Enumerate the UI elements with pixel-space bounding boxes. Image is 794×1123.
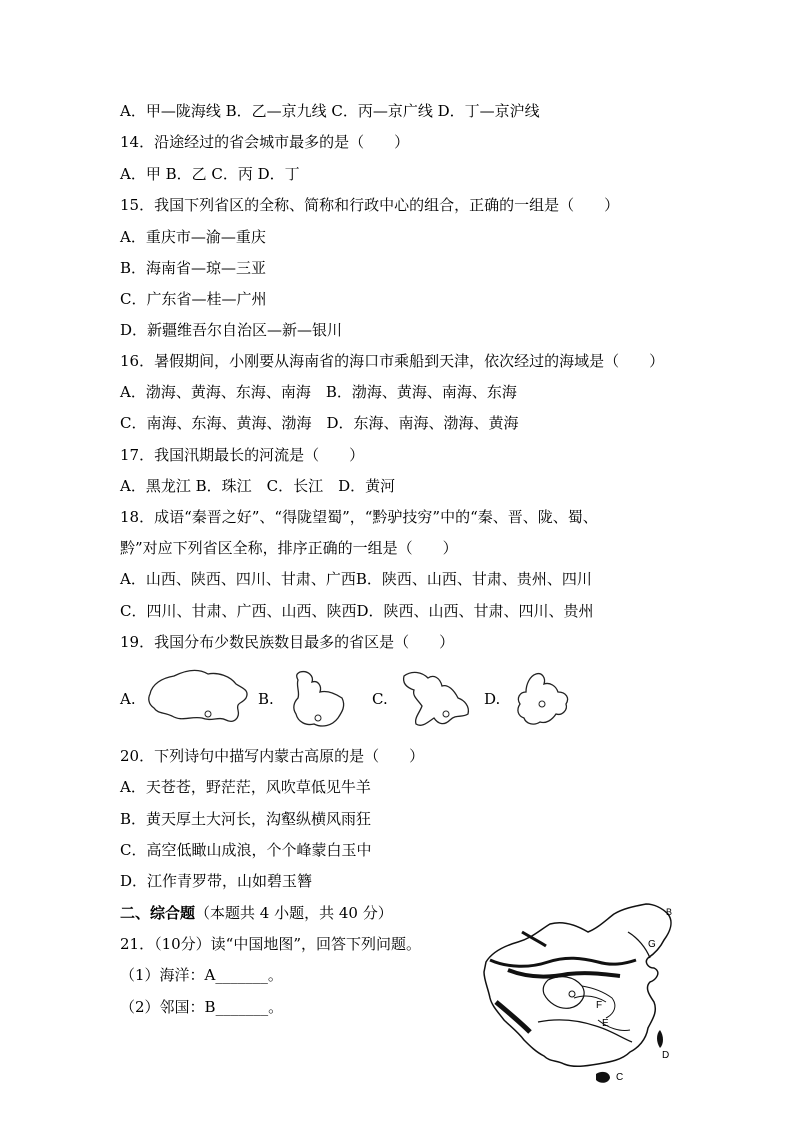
hainan-island bbox=[596, 1072, 610, 1083]
central-mountain-belt bbox=[508, 970, 620, 977]
q20-option-b: B．黄天厚土大河长，沟壑纵横风雨狂 bbox=[120, 810, 372, 828]
q17-stem: 17．我国汛期最长的河流是（ ） bbox=[120, 446, 365, 464]
q14-options: A．甲 B．乙 C．丙 D．丁 bbox=[120, 165, 300, 183]
taiwan-island bbox=[657, 1030, 663, 1048]
q16-options-ab: A．渤海、黄海、东海、南海 B．渤海、黄海、南海、东海 bbox=[120, 383, 517, 401]
central-plateau-outline bbox=[543, 977, 584, 1009]
q15-option-c: C．广东省—桂—广州 bbox=[120, 290, 267, 308]
yangtze-river bbox=[538, 1020, 632, 1042]
northern-mountain-belt bbox=[490, 958, 636, 966]
q19-shape-options bbox=[120, 664, 590, 734]
q18-options-ab: A．山西、陕西、四川、甘肃、广西B．陕西、山西、甘肃、贵州、四川 bbox=[120, 570, 592, 588]
map-label-g: G bbox=[648, 939, 656, 950]
q20-option-a: A．天苍苍，野茫茫，风吹草低见牛羊 bbox=[120, 778, 371, 796]
tibet-outline-icon bbox=[146, 664, 254, 728]
section2-title: 二、综合题 bbox=[120, 904, 196, 922]
q15-option-d: D．新疆维吾尔自治区—新—银川 bbox=[120, 321, 343, 339]
map-label-c: C bbox=[616, 1072, 624, 1083]
q13-options: A．甲—陇海线 B．乙—京九线 C．丙—京广线 D．丁—京沪线 bbox=[120, 102, 540, 120]
map-label-b: B bbox=[666, 907, 673, 917]
q16-stem: 16．暑假期间，小刚要从海南省的海口市乘船到天津，依次经过的海域是（ ） bbox=[120, 352, 665, 370]
china-map-figure bbox=[478, 902, 692, 1088]
q19-option-d-label: D. bbox=[484, 690, 501, 708]
q19-option-b-label: B. bbox=[258, 690, 274, 708]
section2-note: （本题共 4 小题，共 40 分） bbox=[195, 904, 393, 922]
map-label-e: E bbox=[602, 1018, 609, 1029]
q21-sub2: （2）邻国：B_______。 bbox=[120, 998, 284, 1016]
q18-stem-2: 黔”对应下列省区全称，排序正确的一组是（ ） bbox=[120, 539, 458, 557]
q18-options-cd: C．四川、甘肃、广西、山西、陕西D．陕西、山西、甘肃、四川、贵州 bbox=[120, 602, 594, 620]
q18-stem-1: 18．成语“秦晋之好”、“得陇望蜀”，“黔驴技穷”中的“秦、晋、陇、蜀、 bbox=[120, 508, 598, 526]
section2-heading bbox=[120, 903, 393, 923]
q20-stem: 20．下列诗句中描写内蒙古高原的是（ ） bbox=[120, 747, 425, 765]
q19-option-c-label: C. bbox=[372, 690, 388, 708]
map-label-f: F bbox=[596, 1000, 603, 1011]
northeast-border bbox=[628, 932, 650, 958]
q21-sub1: （1）海洋：A_______。 bbox=[120, 966, 283, 984]
q17-options: A．黑龙江 B．珠江 C．长江 D．黄河 bbox=[120, 477, 396, 495]
inner-mongolia-outline-icon bbox=[398, 666, 476, 732]
q15-stem: 15．我国下列省区的全称、简称和行政中心的组合，正确的一组是（ ） bbox=[120, 196, 620, 214]
q21-stem: 21．（10分）读“中国地图”，回答下列问题。 bbox=[120, 935, 422, 953]
china-outline bbox=[484, 904, 671, 1066]
yunnan-outline-icon bbox=[512, 670, 574, 730]
q15-option-a: A．重庆市—渝—重庆 bbox=[120, 228, 266, 246]
q19-option-a-label: A. bbox=[120, 690, 136, 708]
capital-marker bbox=[569, 991, 575, 997]
q16-options-cd: C．南海、东海、黄海、渤海 D．东海、南海、渤海、黄海 bbox=[120, 414, 519, 432]
q20-option-d: D．江作青罗带，山如碧玉簪 bbox=[120, 872, 313, 890]
heilongjiang-outline-icon bbox=[288, 668, 348, 730]
q20-option-c: C．高空低瞰山成浪，个个峰蒙白玉中 bbox=[120, 841, 372, 859]
map-label-d: D bbox=[662, 1050, 670, 1061]
q15-option-b: B．海南省—琼—三亚 bbox=[120, 259, 267, 277]
q14-stem: 14．沿途经过的省会城市最多的是（ ） bbox=[120, 133, 410, 151]
q19-stem: 19．我国分布少数民族数目最多的省区是（ ） bbox=[120, 633, 455, 651]
